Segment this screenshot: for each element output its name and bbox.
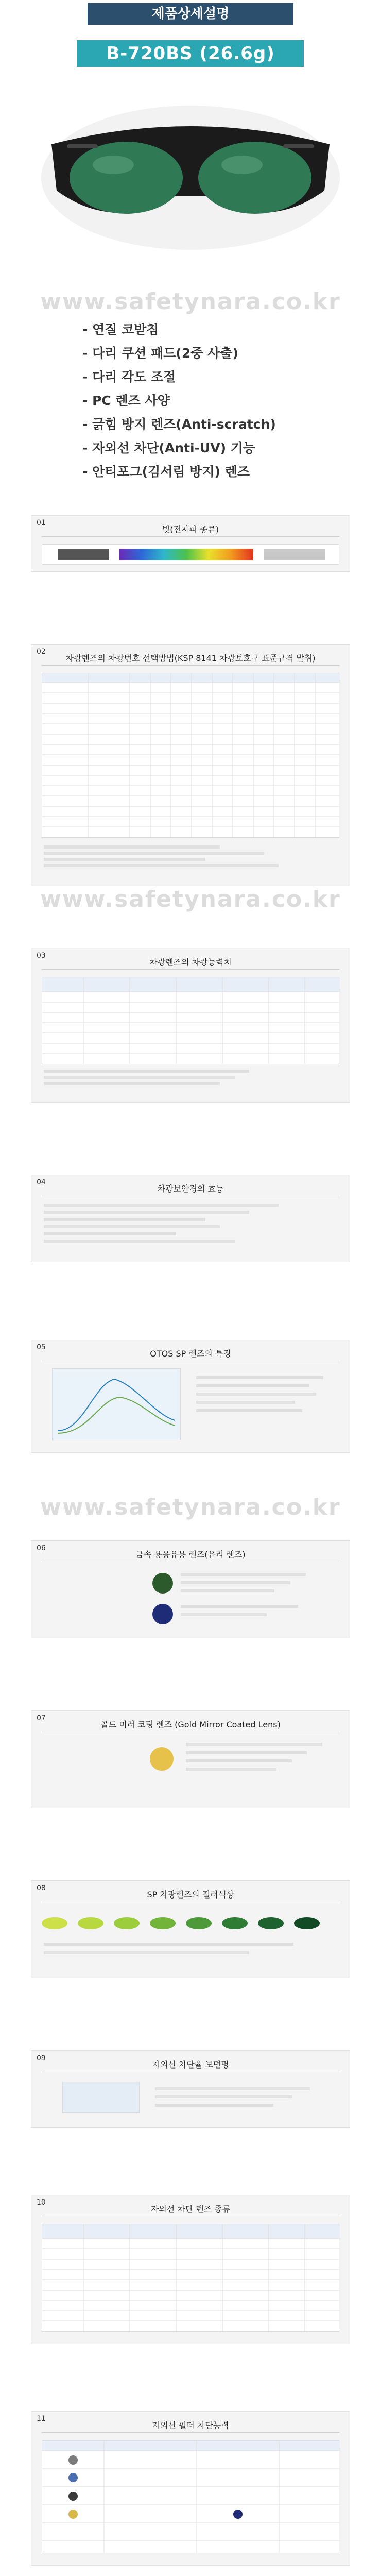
feature-item: - 다리 각도 조절 <box>82 369 176 384</box>
divider <box>42 536 339 537</box>
section-number: 11 <box>37 2415 46 2423</box>
feature-list <box>82 319 309 485</box>
section-02 <box>31 644 350 886</box>
section-title: 차광보안경의 효능 <box>157 1184 224 1194</box>
feature-item: - PC 렌즈 사양 <box>82 393 170 408</box>
ir-band <box>264 549 325 560</box>
transmission-graph <box>52 1368 181 1440</box>
section-title: 차광렌즈의 차광번호 선택방법(KSP 8141 차광보호구 표준규격 발취) <box>65 653 316 663</box>
section-03 <box>31 948 350 1103</box>
section-05 <box>31 1340 350 1453</box>
shade-capacity-panel <box>42 977 339 1064</box>
section-number: 03 <box>37 952 46 960</box>
section-number: 04 <box>37 1178 46 1187</box>
section-title: 금속 용융유용 렌즈(유리 렌즈) <box>135 1550 246 1560</box>
color-swatch <box>186 1917 212 1929</box>
gold-lens-swatch <box>150 1747 174 1771</box>
divider <box>42 2432 339 2433</box>
feature-item: - 안티포그(김서림 방지) 렌즈 <box>82 464 250 479</box>
section-08 <box>31 1880 350 1978</box>
section-11 <box>31 2411 350 2566</box>
section-title: 자외선 차단 렌즈 종류 <box>150 2204 231 2214</box>
uv-filter-table-panel <box>42 2440 339 2553</box>
notes-block <box>44 845 337 882</box>
section-title: 골드 미러 코팅 렌즈 (Gold Mirror Coated Lens) <box>100 1720 281 1730</box>
page-title: 제품상세설명 <box>88 3 293 25</box>
color-swatch <box>150 1917 176 1929</box>
section-number: 10 <box>37 2198 46 2207</box>
feature-item: - 긁힘 방지 렌즈(Anti-scratch) <box>82 417 276 432</box>
model-label: B-720BS (26.6g) <box>77 40 304 67</box>
transmission-curve <box>53 1369 180 1440</box>
section-title: SP 차광렌즈의 컬러색상 <box>147 1890 234 1900</box>
watermark-text: www.safetynara.co.kr <box>40 289 341 315</box>
divider <box>42 969 339 970</box>
section-04 <box>31 1175 350 1262</box>
section-number: 07 <box>37 1714 46 1722</box>
color-swatch <box>78 1917 103 1929</box>
notes-block <box>44 1943 337 1969</box>
lens-swatch <box>152 1573 173 1594</box>
uv-filter-table-grid <box>42 2441 340 2553</box>
section-title: OTOS SP 렌즈의 특징 <box>150 1349 231 1359</box>
section-number: 02 <box>37 648 46 656</box>
feature-item: - 다리 쿠션 패드(2중 사출) <box>82 346 238 361</box>
watermark-text: www.safetynara.co.kr <box>40 1494 341 1520</box>
watermark-text: www.safetynara.co.kr <box>40 886 341 912</box>
section-number: 01 <box>37 519 46 527</box>
color-swatch <box>222 1917 248 1929</box>
color-swatch <box>258 1917 284 1929</box>
section-title: 빛(전자파 종류) <box>162 524 219 534</box>
section-06 <box>31 1540 350 1638</box>
uv-lens-table-panel <box>42 2224 339 2332</box>
uv-lens-table-grid <box>42 2224 340 2331</box>
uv-band <box>58 549 109 560</box>
section-09 <box>31 2050 350 2128</box>
section-10 <box>31 2195 350 2344</box>
header <box>0 0 381 26</box>
uv-graph <box>62 2082 140 2113</box>
spectrum-panel <box>42 544 339 565</box>
shade-table-panel <box>42 673 339 838</box>
notes-block <box>196 1376 337 1433</box>
product-image <box>36 88 345 258</box>
feature-item: - 자외선 차단(Anti-UV) 기능 <box>82 440 256 455</box>
lens-swatch <box>152 1604 173 1624</box>
color-swatch <box>294 1917 320 1929</box>
notes-block <box>155 2087 337 2113</box>
notes-block <box>44 1204 337 1255</box>
notes-block <box>181 1573 337 1630</box>
section-title: 자외선 필터 차단능력 <box>152 2420 229 2430</box>
section-title: 자외선 차단율 보면명 <box>152 2060 229 2070</box>
notes-block <box>44 1070 337 1098</box>
notes-block <box>186 1743 337 1789</box>
divider <box>42 665 339 666</box>
color-swatch <box>42 1917 67 1929</box>
section-number: 09 <box>37 2054 46 2062</box>
section-01 <box>31 515 350 572</box>
spectrum-bar <box>119 549 253 560</box>
shade-table-grid <box>42 673 340 837</box>
section-number: 06 <box>37 1544 46 1552</box>
section-title: 차광렌즈의 차광능력치 <box>149 957 232 967</box>
section-07 <box>31 1710 350 1808</box>
section-number: 08 <box>37 1884 46 1892</box>
shade-capacity-grid <box>42 977 340 1064</box>
feature-item: - 연질 코받침 <box>82 322 159 337</box>
color-swatch <box>114 1917 140 1929</box>
section-number: 05 <box>37 1343 46 1351</box>
